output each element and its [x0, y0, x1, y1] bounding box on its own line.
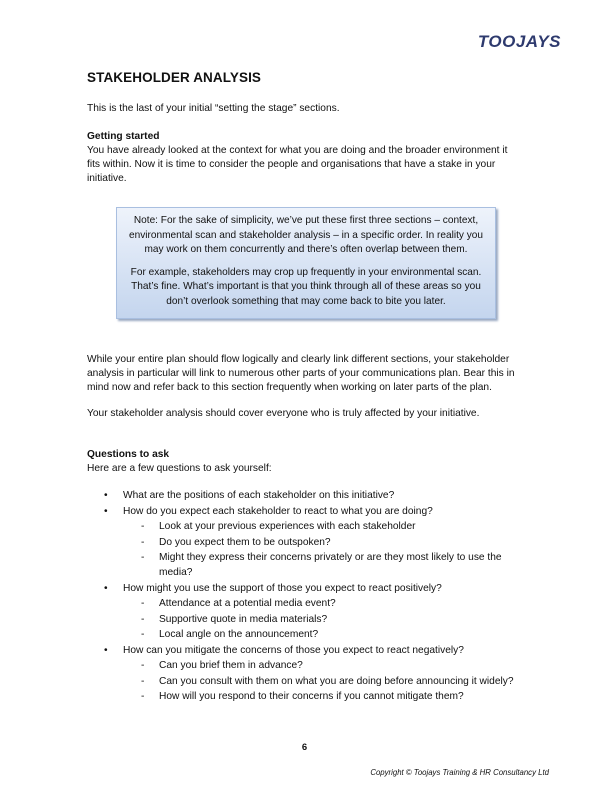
getting-started-heading: Getting started — [87, 131, 160, 142]
dash-icon: - — [141, 691, 145, 702]
questions-list — [87, 488, 557, 705]
sub-question-text: How will you respond to their concerns if you cannot mitigate them? — [159, 691, 464, 702]
bullet-icon: • — [104, 644, 108, 656]
dash-icon: - — [141, 675, 145, 687]
list-item — [87, 488, 557, 503]
sub-question-text: Might they express their concerns privately or are they most likely to use the media? — [159, 552, 502, 578]
sub-list-item — [87, 519, 557, 534]
question-text: What are the positions of each stakeholder on this initiative? — [123, 490, 395, 501]
dash-icon: - — [141, 521, 145, 532]
sub-list-item — [87, 535, 557, 550]
questions-heading: Questions to ask — [87, 449, 170, 460]
questions-intro: Here are a few questions to ask yourself: — [87, 463, 272, 474]
note-paragraph-1: Note: For the sake of simplicity, we’ve put these first three sections – context, environmental scan and stakeholder analysis – in a specific order. In reality you may work on them concurrently and there’s often overlap between them. — [128, 215, 484, 255]
sub-list-item — [87, 550, 519, 580]
dash-icon: - — [141, 598, 145, 609]
sub-list-item — [87, 627, 557, 642]
bullet-icon: • — [104, 582, 108, 594]
body-paragraph-2: Your stakeholder analysis should cover everyone who is truly affected by your initiative. — [87, 408, 480, 419]
dash-icon: - — [141, 552, 145, 563]
dash-icon: - — [141, 613, 145, 625]
brand-logo: TOOJAYS — [477, 32, 561, 51]
sub-list-item — [87, 689, 557, 704]
page-number: 6 — [301, 742, 308, 753]
sub-list-item — [87, 596, 557, 611]
getting-started-paragraph: You have already looked at the context for what you are doing and the broader environment it fits within. Now it is time to consider the people and organisations that have a stake in your initiative. — [87, 145, 508, 184]
note-paragraph-2: For example, stakeholders may crop up frequently in your environmental scan. That’s fine. What’s important is that you think through all of these areas so you don’t overlook something that may come back to bite you later. — [130, 266, 482, 307]
question-text: How can you mitigate the concerns of those you expect to react negatively? — [123, 644, 464, 656]
dash-icon: - — [141, 629, 145, 640]
sub-question-text: Supportive quote in media materials? — [159, 613, 328, 625]
copyright-footer: Copyright © Toojays Training & HR Consultancy Ltd — [370, 768, 549, 777]
dash-icon: - — [141, 660, 145, 671]
body-paragraph-1: While your entire plan should flow logically and clearly link different sections, your stakeholder analysis in particular will link to numerous other parts of your communications plan. Bear this in mind now and refer back to this section frequently when working on later parts of the plan. — [87, 354, 515, 393]
question-text: How might you use the support of those you expect to react positively? — [123, 582, 442, 594]
question-text: How do you expect each stakeholder to react to what you are doing? — [123, 505, 433, 517]
sub-list-item — [87, 612, 557, 627]
list-item — [87, 504, 557, 519]
sub-question-text: Local angle on the announcement? — [159, 629, 319, 640]
note-callout-box — [116, 207, 496, 319]
bullet-icon: • — [104, 505, 108, 517]
sub-question-text: Can you brief them in advance? — [159, 660, 303, 671]
intro-paragraph: This is the last of your initial “setting the stage” sections. — [87, 103, 340, 114]
bullet-icon: • — [104, 490, 108, 501]
list-item — [87, 581, 557, 596]
sub-list-item — [87, 658, 557, 673]
sub-question-text: Attendance at a potential media event? — [159, 598, 336, 609]
sub-question-text: Do you expect them to be outspoken? — [159, 536, 331, 548]
list-item — [87, 643, 557, 658]
page-title: STAKEHOLDER ANALYSIS — [87, 70, 262, 85]
sub-question-text: Can you consult with them on what you are doing before announcing it widely? — [159, 675, 514, 687]
sub-list-item — [87, 674, 557, 689]
dash-icon: - — [141, 536, 145, 548]
sub-question-text: Look at your previous experiences with each stakeholder — [159, 521, 416, 532]
